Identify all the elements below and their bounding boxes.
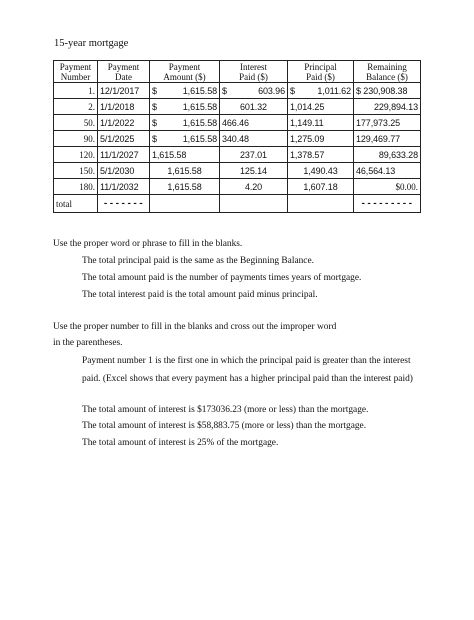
cell-payment-date: 5/1/2025 [98,131,150,147]
header-payment-number: Payment Number [54,61,98,83]
currency-symbol: $ [152,85,157,96]
section1-line: The total interest paid is the total amount paid minus principal. [82,290,318,300]
cell-payment-date: 11/1/2032 [98,179,150,195]
cell-payment-amount [150,131,220,147]
currency-symbol: $ [152,133,157,144]
cell-payment-date: 12/1/2017 [98,83,150,99]
cell-remaining-balance: $0.00. [354,179,421,195]
table-header-row [54,61,421,83]
cell-payment-amount: 1,615.58 [150,163,220,179]
cell-payment-number: 120. [54,147,98,163]
section2-line: The total amount of interest is 25% of the mortgage. [82,438,279,448]
section1-instruction: Use the proper word or phrase to fill in the blanks. [53,239,243,249]
amount-value: 1,615.58 [182,117,217,128]
cell-remaining-balance: 89,633.28 [354,147,421,163]
cell-remaining-balance: 177,973.25 [354,115,421,131]
cell-payment-amount: 1,615.58 [150,179,220,195]
principal-value: 1,011.62 [317,85,351,96]
currency-symbol: $ [152,101,157,112]
cell-principal-paid: 1,607.18 [288,179,354,195]
total-payment-blank: ------- [98,195,150,213]
section1-line: The total amount paid is the number of payments times years of mortgage. [82,273,362,283]
cell-principal-paid: 1,275.09 [288,131,354,147]
section2-instruction-cont: in the parentheses. [53,338,123,348]
page-title: 15-year mortgage [54,38,129,49]
header-interest-paid: Interest Paid ($) [220,61,288,83]
table-row [54,179,421,195]
cell-interest-paid: 4.20 [220,179,288,195]
cell-payment-number: 90. [54,131,98,147]
interest-value: 603.96 [258,85,285,96]
amount-value: 1,615.58 [182,133,217,144]
cell-interest-paid: 601.32 [220,99,288,115]
table-total-row [54,195,421,213]
cell-remaining-balance: 229,894.13 [354,99,421,115]
cell-payment-number: 1. [54,83,98,99]
header-remaining-balance: Remaining Balance ($) [354,61,421,83]
cell-interest-paid: 237.01 [220,147,288,163]
header-payment-date: Payment Date [98,61,150,83]
cell-principal-paid: 1,490.43 [288,163,354,179]
currency-symbol: $ [152,117,157,128]
cell-payment-amount [150,99,220,115]
section2-paragraph: Payment number 1 is the first one in which the principal paid is greater than the interest [82,356,411,366]
total-principal-cell [288,195,354,213]
cell-payment-date: 11/1/2027 [98,147,150,163]
currency-symbol: $ [290,85,295,96]
cell-payment-amount: 1,615.58 [150,147,220,163]
cell-principal-paid: 1,149.11 [288,115,354,131]
section1-line: The total principal paid is the same as the Beginning Balance. [82,256,314,266]
total-label: total [54,195,98,213]
cell-payment-amount [150,115,220,131]
total-amount-cell [150,195,220,213]
amount-value: 1,615.58 [182,85,217,96]
cell-remaining-balance: 129,469.77 [354,131,421,147]
cell-payment-amount [150,83,220,99]
cell-remaining-balance: $ 230,908.38 [354,83,421,99]
cell-principal-paid: 1,014.25 [288,99,354,115]
cell-payment-number: 2. [54,99,98,115]
section2-instruction: Use the proper number to fill in the blanks and cross out the improper word [53,322,337,332]
cell-payment-date: 1/1/2022 [98,115,150,131]
section2-line: The total amount of interest is $58,883.75 (more or less) than the mortgage. [82,421,367,431]
cell-interest-paid: 125.14 [220,163,288,179]
total-balance-blank: --------- [354,195,421,213]
cell-payment-number: 150. [54,163,98,179]
cell-interest-paid: 466.46 [220,115,288,131]
header-principal-paid: Principal Paid ($) [288,61,354,83]
table-row [54,83,421,99]
table-row [54,115,421,131]
cell-payment-date: 5/1/2030 [98,163,150,179]
cell-interest-paid [220,83,288,99]
section2-line: The total amount of interest is $173036.23 (more or less) than the mortgage. [82,405,369,415]
table-row [54,99,421,115]
cell-principal-paid: 1,378.57 [288,147,354,163]
table-row [54,147,421,163]
cell-payment-number: 180. [54,179,98,195]
currency-symbol: $ [222,85,227,96]
header-payment-amount: Payment Amount ($) [150,61,220,83]
amount-value: 1,615.58 [182,101,217,112]
mortgage-table [53,60,421,213]
cell-interest-paid: 340.48 [220,131,288,147]
cell-principal-paid [288,83,354,99]
table-row [54,131,421,147]
cell-remaining-balance: 46,564.13 [354,163,421,179]
cell-payment-date: 1/1/2018 [98,99,150,115]
table-row [54,163,421,179]
cell-payment-number: 50. [54,115,98,131]
total-interest-cell [220,195,288,213]
section2-paragraph-cont: paid. (Excel shows that every payment has a higher principal paid than the interest paid) [82,374,413,384]
